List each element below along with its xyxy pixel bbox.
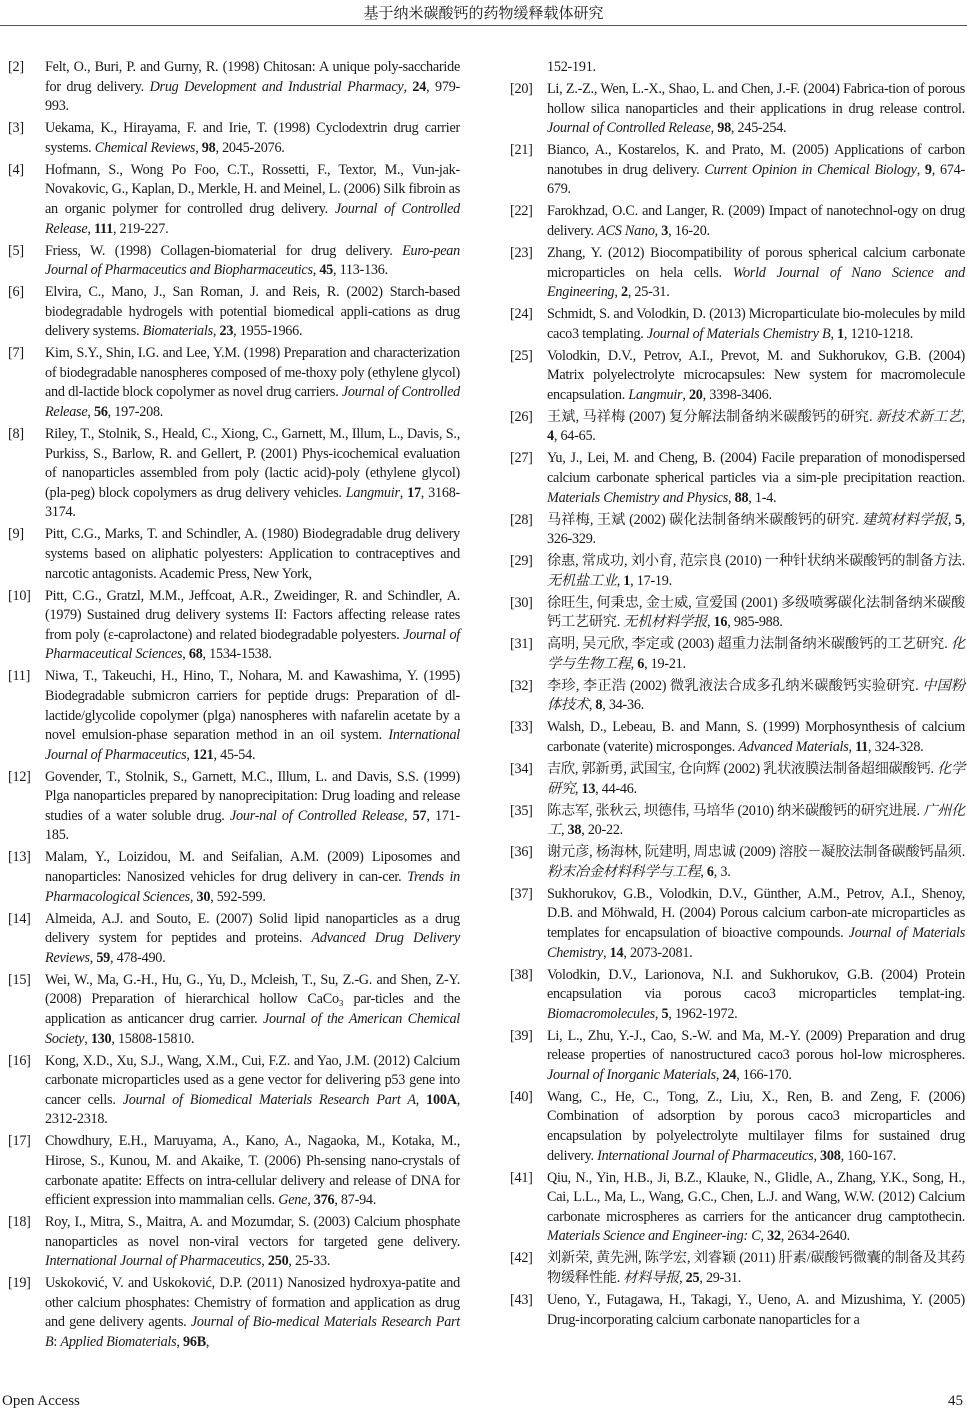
reference-volume: 96B bbox=[183, 1334, 206, 1351]
reference-journal: Trends in Pharmacological Sciences bbox=[45, 869, 460, 905]
reference-number: [18] bbox=[8, 1214, 31, 1231]
reference-volume: 88 bbox=[734, 489, 749, 506]
reference-volume: 9 bbox=[924, 161, 932, 178]
reference-journal: Journal of Biomedical Materials Research Part A bbox=[122, 1091, 416, 1108]
reference-text: , bbox=[312, 262, 320, 279]
reference-text: , bbox=[212, 323, 220, 340]
reference-journal: Journal of Materials Chemistry B bbox=[646, 325, 831, 342]
reference-text: , bbox=[706, 614, 714, 631]
reference-volume: 98 bbox=[201, 139, 216, 156]
reference-number: [22] bbox=[510, 203, 533, 220]
reference-journal: 化学研究 bbox=[547, 761, 965, 797]
reference-text: , bbox=[195, 139, 202, 156]
reference-text: , bbox=[700, 863, 707, 880]
reference-journal: 无机盐工业 bbox=[547, 572, 617, 589]
reference-number: [30] bbox=[510, 594, 533, 611]
reference-text: , 34-36. bbox=[602, 697, 645, 714]
reference-volume: 2 bbox=[620, 284, 628, 301]
reference-journal: Journal of Materials Chemistry bbox=[547, 924, 966, 961]
reference-text: , bbox=[182, 646, 189, 663]
reference-text: , bbox=[654, 1005, 662, 1022]
reference-number: [24] bbox=[510, 306, 533, 323]
reference-text: , bbox=[89, 949, 97, 966]
reference-number: [16] bbox=[8, 1052, 31, 1069]
reference-number: [17] bbox=[8, 1133, 31, 1150]
reference-text: , bbox=[87, 220, 94, 237]
reference-text: 马祥梅, 王斌 (2002) 碳化法制备纳米碳酸钙的研究. bbox=[547, 511, 863, 528]
reference-number: [20] bbox=[510, 80, 533, 97]
reference-text: , 64-65. bbox=[553, 428, 596, 445]
reference-journal: Journal of Pharmaceutical Sciences bbox=[45, 626, 461, 663]
reference-item bbox=[510, 760, 965, 799]
reference-text: 徐惠, 常成功, 刘小育, 范宗良 (2010) 一种针状纳米碳酸钙的制备方法. bbox=[547, 553, 965, 570]
reference-text: , 29-31. bbox=[699, 1270, 742, 1287]
reference-number: [38] bbox=[510, 966, 533, 983]
reference-text: , bbox=[588, 697, 596, 714]
reference-number: [2] bbox=[8, 59, 24, 75]
reference-text: , 171-185. bbox=[45, 807, 460, 844]
reference-number: [43] bbox=[510, 1292, 533, 1308]
reference-text: , bbox=[715, 1066, 723, 1083]
reference-number: [19] bbox=[8, 1275, 31, 1292]
reference-item bbox=[8, 425, 460, 523]
reference-journal: 广州化工 bbox=[547, 802, 965, 839]
reference-text: Volodkin, D.V., Larionova, N.I. and Sukhorukov, G.B. (2004) Protein encapsulation via porous caco3 microparticles templat-ing. bbox=[547, 966, 965, 1003]
reference-item bbox=[510, 347, 965, 406]
reference-text: , bbox=[399, 484, 408, 501]
reference-text: 谢元彦, 杨海林, 阮建明, 周忠诚 (2009) 溶胶－凝胶法制备碳酸钙晶须. bbox=[547, 844, 965, 861]
reference-text: , bbox=[189, 888, 197, 905]
reference-text: 刘新荣, 黄先洲, 陈学宏, 刘睿颖 (2011) 肝素/碳酸钙微囊的制备及其药物缓释性能. bbox=[547, 1250, 965, 1287]
reference-item bbox=[8, 1213, 460, 1272]
reference-volume: 111 bbox=[93, 220, 113, 237]
reference-volume: 32 bbox=[767, 1228, 781, 1245]
reference-text: 陈志军, 张秋云, 坝德伟, 马培华 (2010) 纳米碳酸钙的研究进展. bbox=[547, 802, 924, 819]
reference-item bbox=[8, 910, 460, 969]
reference-volume: 68 bbox=[188, 646, 203, 663]
reference-text: , 478-490. bbox=[110, 949, 166, 966]
reference-text: , 592-599. bbox=[210, 888, 266, 905]
reference-volume: 57 bbox=[412, 807, 427, 824]
reference-text: Li, L., Zhu, Y.-J., Cao, S.-W. and Ma, M.-Y. (2009) Preparation and drug release properties of nanostructured caco3 porous hol-low microspheres. bbox=[547, 1027, 965, 1064]
reference-volume: 38 bbox=[567, 822, 582, 839]
reference-number: [36] bbox=[510, 844, 533, 861]
reference-volume: 11 bbox=[855, 739, 869, 756]
reference-text: , 25-31. bbox=[627, 284, 670, 301]
reference-text: Roy, I., Mitra, S., Maitra, A. and Mozumdar, S. (2003) Calcium phosphate nanoparticles as novel non-viral vectors for targeted gene delivery. bbox=[45, 1214, 460, 1250]
reference-volume: 17 bbox=[407, 484, 421, 501]
reference-continuation: 152-191. bbox=[547, 59, 596, 75]
reference-text: : bbox=[53, 1334, 61, 1351]
reference-text: Felt, O., Buri, P. and Gurny, R. (1998) Chitosan: A unique poly-saccharide for drug delivery. bbox=[45, 59, 460, 95]
reference-text: Kim, S.Y., Shin, I.G. and Lee, Y.M. (1998) Preparation and characterization of biodegradable nanospheres composed of me-thoxy poly (ethylene glycol) and dl-lactide block copolymer as novel drug carriers. bbox=[45, 345, 460, 401]
reference-journal: Current Opinion in Chemical Biology bbox=[704, 161, 917, 178]
reference-volume: 20 bbox=[688, 386, 703, 403]
reference-text: Farokhzad, O.C. and Langer, R. (2009) Impact of nanotechnol-ogy on drug delivery. bbox=[547, 203, 965, 239]
reference-text: , 45-54. bbox=[213, 746, 256, 763]
reference-number: [23] bbox=[510, 244, 533, 261]
reference-item bbox=[510, 594, 965, 633]
reference-journal: Jour-nal of Controlled Release bbox=[229, 807, 404, 824]
reference-text: , bbox=[654, 222, 662, 239]
reference-item bbox=[510, 843, 965, 882]
reference-text: , 113-136. bbox=[333, 262, 388, 279]
reference-item bbox=[8, 848, 460, 907]
reference-volume: 1 bbox=[623, 572, 631, 589]
reference-text: Pitt, C.G., Gratzl, M.M., Jeffcoat, A.R., Zweidinger, R. and Schindler, A. (1979) Sustained drug delivery systems II: Factors affecting release rates from poly (ε-caprolactone) and related biodegradable polyesters. bbox=[45, 587, 460, 643]
reference-text: , bbox=[848, 739, 856, 756]
reference-number: [13] bbox=[8, 849, 31, 866]
reference-number: [28] bbox=[510, 511, 533, 528]
reference-journal: 化学与生物工程 bbox=[547, 636, 965, 672]
reference-text: , 1955-1966. bbox=[233, 323, 303, 340]
reference-number: [26] bbox=[510, 408, 533, 425]
reference-number: [41] bbox=[510, 1169, 533, 1186]
reference-text: Niwa, T., Takeuchi, H., Hino, T., Nohara, M. and Kawashima, Y. (1995) Biodegradable submicron carriers for peptide drugs: Preparation of dl-lactide/glycolide copolymer (plga) nanospheres with nafarelin acetate by a novel emulsion-phase separation method in an oil system. bbox=[45, 668, 460, 744]
reference-journal: Journal of Controlled Release bbox=[45, 384, 460, 421]
reference-journal: Journal of Inorganic Materials bbox=[547, 1066, 716, 1083]
reference-text: , 3. bbox=[713, 863, 731, 880]
page-number: 45 bbox=[948, 1393, 963, 1409]
reference-text: , 1534-1538. bbox=[202, 646, 272, 663]
reference-journal: Journal of Bio-medical Materials Research Part B bbox=[45, 1314, 460, 1351]
reference-item bbox=[510, 802, 965, 841]
reference-text: Govender, T., Stolnik, S., Garnett, M.C., Illum, L. and Davis, S.S. (1999) Plga nanoparticles prepared by nanoprecipitation: Drug loading and release studies of a water soluble drug. bbox=[45, 768, 460, 824]
reference-text: Ueno, Y., Futagawa, H., Takagi, Y., Ueno, A. and Mizushima, Y. (2005) Drug-incorporating calcium carbonate nanoparticles for a bbox=[547, 1292, 965, 1328]
reference-journal: World Journal of Nano Science and Engineering bbox=[547, 264, 965, 301]
reference-item bbox=[8, 1052, 460, 1130]
reference-text: , 25-33. bbox=[288, 1253, 331, 1270]
reference-item bbox=[8, 587, 460, 665]
reference-text: , 985-988. bbox=[727, 614, 783, 631]
reference-text: , 44-46. bbox=[595, 780, 637, 797]
reference-item bbox=[510, 449, 965, 508]
reference-number: [37] bbox=[510, 885, 533, 902]
reference-text: Zhang, Y. (2012) Biocompatibility of porous spherical calcium carbonate microparticles on hela cells. bbox=[547, 244, 965, 281]
reference-item bbox=[510, 80, 965, 139]
reference-text: Kong, X.D., Xu, S.J., Wang, X.M., Cui, F.Z. and Yao, J.M. (2012) Calcium carbonate microparticles used as a gene vector for delivering p53 gene into cancer cells. bbox=[45, 1052, 460, 1108]
reference-text: Pitt, C.G., Marks, T. and Schindler, A. (1980) Biodegradable drug delivery systems based on aliphatic polyesters: Application to contraceptives and narcotic antagonists. Academic Press, New York, bbox=[45, 526, 460, 582]
reference-text: Elvira, C., Mano, J., San Roman, J. and Reis, R. (2002) Starch-based biodegradable hydrogels with potential biomedical appli-cations as drug delivery systems. bbox=[45, 284, 460, 340]
reference-text: Wei, W., Ma, G.-H., Hu, G., Yu, D., Mcleish, T., Su, Z.-G. and Shen, Z-Y. (2008) Preparation of hierarchical hollow CaCo₃ par-ticles and the application as anticancer drug carrier. bbox=[45, 971, 460, 1027]
reference-volume: 376 bbox=[313, 1192, 335, 1209]
reference-item bbox=[510, 1088, 965, 1166]
reference-text: , bbox=[830, 325, 838, 342]
reference-number: [32] bbox=[510, 677, 533, 694]
reference-text: , bbox=[84, 1030, 91, 1047]
reference-text: , 3398-3406. bbox=[702, 386, 772, 403]
reference-journal: Euro-pean Journal of Pharmaceutics and Biopharmaceutics bbox=[45, 242, 460, 279]
reference-volume: 13 bbox=[581, 780, 596, 797]
reference-journal: International Journal of Pharmaceutics bbox=[45, 1253, 262, 1270]
reference-text: , 3168-3174. bbox=[45, 484, 461, 521]
reference-journal: Materials Science and Engineer-ing: C bbox=[547, 1228, 761, 1245]
reference-item bbox=[8, 1274, 460, 1352]
reference-volume: 250 bbox=[267, 1253, 289, 1270]
reference-text: , bbox=[630, 655, 638, 672]
reference-journal: Chemical Reviews bbox=[94, 139, 196, 156]
reference-journal: Advanced Materials bbox=[738, 739, 849, 756]
reference-item bbox=[8, 768, 460, 846]
reference-text: , 20-22. bbox=[581, 822, 623, 839]
reference-text: , 979-993. bbox=[45, 78, 461, 115]
reference-journal: Journal of the American Chemical Society bbox=[45, 1010, 460, 1047]
reference-item bbox=[8, 242, 460, 281]
reference-journal: Journal of Controlled Release bbox=[45, 200, 460, 237]
reference-text: , bbox=[186, 746, 193, 763]
running-header: 基于纳米碳酸钙的药物缓释载体研究 bbox=[363, 6, 604, 22]
reference-journal: International Journal of Pharmaceutics bbox=[45, 727, 460, 763]
reference-volume: 5 bbox=[954, 511, 962, 528]
reference-item bbox=[8, 667, 460, 765]
reference-item bbox=[510, 1249, 965, 1288]
reference-text: , 2312-2318. bbox=[45, 1091, 460, 1128]
reference-text: Bianco, A., Kostarelos, K. and Prato, M. (2005) Applications of carbon nanotubes in drug delivery. bbox=[547, 142, 965, 178]
reference-text: 王斌, 马祥梅 (2007) 复分解法制备纳米碳酸钙的研究. bbox=[547, 408, 876, 425]
reference-number: [11] bbox=[8, 668, 31, 685]
reference-journal: ACS Nano bbox=[597, 222, 655, 239]
reference-journal: Gene bbox=[278, 1192, 308, 1209]
reference-item bbox=[8, 283, 460, 342]
reference-number: [34] bbox=[510, 761, 533, 778]
reference-number: [12] bbox=[8, 768, 31, 785]
reference-text: , bbox=[176, 1334, 183, 1351]
reference-journal: International Journal of Pharmaceutics bbox=[597, 1147, 814, 1164]
reference-item bbox=[510, 718, 965, 757]
reference-number: [35] bbox=[510, 802, 533, 819]
reference-text: , 19-21. bbox=[644, 655, 686, 672]
reference-number: [33] bbox=[510, 719, 533, 736]
reference-journal: 新技术新工艺 bbox=[875, 408, 962, 425]
reference-number: [3] bbox=[8, 120, 24, 137]
reference-text: , 17-19. bbox=[630, 572, 672, 589]
reference-volume: 45 bbox=[319, 262, 334, 279]
reference-item bbox=[510, 552, 965, 591]
reference-journal: Biomaterials bbox=[142, 323, 213, 340]
reference-journal: Applied Biomaterials bbox=[60, 1334, 177, 1351]
reference-text: , 166-170. bbox=[736, 1066, 792, 1083]
reference-item bbox=[510, 966, 965, 1025]
reference-text: , bbox=[307, 1192, 314, 1209]
reference-journal: Biomacromolecules bbox=[547, 1005, 655, 1022]
reference-number: [40] bbox=[510, 1088, 533, 1105]
reference-item bbox=[510, 202, 965, 241]
reference-item bbox=[510, 677, 965, 716]
reference-text: , 1962-1972. bbox=[668, 1005, 738, 1022]
reference-number: [4] bbox=[8, 161, 24, 178]
right-column-references bbox=[510, 58, 965, 1333]
reference-item bbox=[510, 244, 965, 303]
reference-journal: 中国粉体技术 bbox=[547, 677, 965, 714]
reference-text: Sukhorukov, G.B., Volodkin, D.V., Günther, A.M., Petrov, A.I., Shenoy, D.B. and Möhwald, H. (2004) Porous calcium carbon-ate microparticles as templates for encapsulation of bioactive compounds. bbox=[547, 885, 965, 941]
reference-text: , 16-20. bbox=[668, 222, 710, 239]
reference-number: [9] bbox=[8, 526, 24, 543]
reference-text: , bbox=[961, 408, 965, 425]
reference-volume: 23 bbox=[219, 323, 234, 340]
reference-number: [8] bbox=[8, 426, 24, 443]
reference-text: , bbox=[947, 511, 955, 528]
reference-text: Volodkin, D.V., Petrov, A.I., Prevot, M. and Sukhorukov, G.B. (2004) Matrix polyelectrolyte microcapsules: New system for macromolecule encapsulation. bbox=[547, 347, 965, 403]
reference-volume: 3 bbox=[661, 222, 669, 239]
reference-item bbox=[8, 971, 460, 1049]
reference-text: Uekama, K., Hirayama, F. and Irie, T. (1998) Cyclodextrin drug carrier systems. bbox=[45, 120, 460, 156]
left-column-references bbox=[8, 58, 460, 1355]
reference-text: Friess, W. (1998) Collagen-biomaterial for drug delivery. bbox=[45, 242, 403, 259]
reference-text: , 2073-2081. bbox=[623, 944, 693, 961]
reference-volume: 100A bbox=[426, 1091, 457, 1108]
reference-text: , bbox=[616, 572, 624, 589]
reference-journal: 建筑材料学报 bbox=[862, 511, 948, 528]
header-divider bbox=[0, 25, 967, 26]
reference-item bbox=[510, 1291, 965, 1330]
reference-number: [15] bbox=[8, 971, 31, 988]
reference-item bbox=[510, 511, 965, 550]
reference-item bbox=[8, 525, 460, 584]
reference-text: , 87-94. bbox=[334, 1192, 377, 1209]
reference-text: , bbox=[560, 822, 568, 839]
reference-item bbox=[8, 344, 460, 422]
reference-text: , 1-4. bbox=[748, 489, 777, 506]
reference-text: , 245-254. bbox=[730, 120, 787, 137]
reference-text: , bbox=[728, 489, 735, 506]
reference-number: [29] bbox=[510, 553, 533, 570]
reference-item bbox=[510, 1027, 965, 1086]
reference-text: , 160-167. bbox=[840, 1147, 897, 1164]
reference-number: [10] bbox=[8, 587, 31, 604]
reference-number: [25] bbox=[510, 347, 533, 364]
reference-text: Schmidt, S. and Volodkin, D. (2013) Microparticulate bio-molecules by mild caco3 templating. bbox=[547, 306, 965, 342]
reference-text: Li, Z.-Z., Wen, L.-X., Shao, L. and Chen, J.-F. (2004) Fabrica-tion of porous hollow silica nanoparticles and their applications in drug release control. bbox=[547, 80, 965, 117]
reference-volume: 308 bbox=[820, 1147, 841, 1164]
reference-text: , bbox=[205, 1334, 210, 1351]
reference-text: Qiu, N., Yin, H.B., Ji, B.Z., Klauke, N., Glidle, A., Zhang, Y.K., Song, H., Cai, L.L., Ma, L., Wang, G.C., Chen, L.J. and Wang, W.W. (2012) Calcium carbonate microspheres as carriers for the anticancer drug camptothecin. bbox=[547, 1169, 965, 1225]
reference-volume: 98 bbox=[717, 120, 731, 137]
reference-text: , bbox=[813, 1147, 821, 1164]
reference-text: , bbox=[574, 780, 582, 797]
reference-number: [6] bbox=[8, 284, 24, 301]
reference-text: , bbox=[403, 78, 413, 95]
reference-text: , bbox=[710, 120, 718, 137]
reference-item bbox=[510, 885, 965, 963]
reference-text: Wang, C., He, C., Tong, Z., Liu, X., Ren, B. and Zeng, F. (2006) Combination of adsorption by porous caco3 microparticles and encapsulation by polyelectrolyte multilayer films for sustained drug delivery. bbox=[547, 1088, 965, 1164]
reference-journal: 粉末冶金材料科学与工程 bbox=[547, 863, 701, 880]
reference-text: Yu, J., Lei, M. and Cheng, B. (2004) Facile preparation of monodispersed calcium carbonate spherical particles via a sim-ple precipitation reaction. bbox=[547, 450, 965, 486]
reference-text: , bbox=[403, 807, 413, 824]
reference-text: 徐旺生, 何秉忠, 金士威, 宣爱国 (2001) 多级喷雾碳化法制备纳米碳酸钙工艺研究. bbox=[547, 594, 965, 631]
reference-text: Walsh, D., Lebeau, B. and Mann, S. (1999) Morphosynthesis of calcium carbonate (vaterite) microsponges. bbox=[547, 719, 965, 756]
reference-volume: 30 bbox=[196, 888, 211, 905]
reference-number: [21] bbox=[510, 142, 533, 159]
reference-volume: 1 bbox=[837, 325, 844, 342]
reference-text: , 15808-15810. bbox=[111, 1030, 195, 1047]
reference-text: , bbox=[916, 161, 925, 178]
reference-text: 高明, 吴元欣, 李定或 (2003) 超重力法制备纳米碳酸钙的工艺研究. bbox=[547, 636, 952, 653]
reference-number: [7] bbox=[8, 345, 24, 362]
reference-journal: Langmuir bbox=[345, 484, 400, 501]
reference-journal: Drug Development and Industrial Pharmacy bbox=[149, 78, 404, 95]
reference-text: Hofmann, S., Wong Po Foo, C.T., Rossetti, F., Textor, M., Vun-jak-Novakovic, G., Kaplan, D., Merkle, H. and Meinel, L. (2006) Silk fibroin as an organic polymer for controlled drug delivery. bbox=[45, 161, 460, 217]
reference-volume: 6 bbox=[637, 655, 645, 672]
reference-text: , 1210-1218. bbox=[843, 325, 913, 342]
reference-text: , 2634-2640. bbox=[780, 1228, 850, 1245]
reference-volume: 130 bbox=[90, 1030, 112, 1047]
reference-volume: 5 bbox=[661, 1005, 669, 1022]
reference-text: , bbox=[760, 1228, 768, 1245]
reference-journal: 材料导报 bbox=[623, 1270, 680, 1287]
reference-item bbox=[510, 305, 965, 344]
reference-item bbox=[510, 1169, 965, 1247]
reference-journal: Materials Chemistry and Physics bbox=[547, 489, 729, 506]
reference-journal: 无机材料学报 bbox=[623, 614, 707, 631]
reference-volume: 59 bbox=[96, 949, 111, 966]
reference-number: [42] bbox=[510, 1250, 533, 1267]
reference-volume: 121 bbox=[192, 746, 214, 763]
reference-item bbox=[510, 408, 965, 447]
reference-text: , bbox=[679, 1270, 686, 1287]
reference-text: Riley, T., Stolnik, S., Heald, C., Xiong, C., Garnett, M., Illum, L., Davis, S., Purkiss, S., Barlow, R. and Gellert, P. (2001) Phys-icochemical evaluation of nanoparticles assembled from poly (lactic acid)-poly (ethylene glycol)(pla-peg) block copolymers as drug delivery vehicles. bbox=[45, 426, 460, 501]
reference-text: , 2045-2076. bbox=[215, 139, 285, 156]
reference-number: [31] bbox=[510, 636, 533, 653]
reference-text: , bbox=[682, 386, 689, 403]
reference-journal: Journal of Controlled Release bbox=[547, 120, 711, 137]
reference-text: Chowdhury, E.H., Maruyama, A., Kano, A., Nagaoka, M., Kotaka, M., Hirose, S., Kunou, M. and Akaike, T. (2006) Ph-sensing nano-crystals of carbonate apatite: Effects on intra-cellular delivery and release of DNA for efficient expression into mammalian cells. bbox=[45, 1133, 460, 1209]
reference-text: , 219-227. bbox=[112, 220, 169, 237]
reference-volume: 56 bbox=[93, 404, 108, 421]
reference-text: , bbox=[87, 404, 94, 421]
reference-text: , bbox=[261, 1253, 268, 1270]
reference-volume: 14 bbox=[609, 944, 624, 961]
reference-text: 李珍, 李正浩 (2002) 微乳液法合成多孔纳米碳酸钙实验研究. bbox=[547, 677, 923, 694]
reference-volume: 6 bbox=[706, 863, 714, 880]
reference-text: , 197-208. bbox=[107, 404, 164, 421]
reference-volume: 24 bbox=[412, 78, 427, 95]
reference-text: , bbox=[415, 1091, 427, 1108]
reference-number: [14] bbox=[8, 910, 31, 927]
reference-text: , bbox=[614, 284, 621, 301]
reference-text: , 326-329. bbox=[547, 511, 965, 548]
reference-item bbox=[8, 161, 460, 239]
reference-item bbox=[8, 119, 460, 158]
footer-open-access: Open Access bbox=[2, 1393, 80, 1409]
reference-volume: 8 bbox=[595, 697, 603, 714]
reference-text: Malam, Y., Loizidou, M. and Seifalian, A.M. (2009) Liposomes and nanoparticles: Nanosized vehicles for drug delivery in can-cer. bbox=[45, 849, 460, 886]
reference-text: , 324-328. bbox=[868, 739, 924, 756]
reference-text: 吉欣, 郭新勇, 武国宝, 仓向辉 (2002) 乳状液膜法制备超细碳酸钙. bbox=[547, 761, 938, 778]
reference-volume: 24 bbox=[722, 1066, 737, 1083]
reference-journal: Advanced Drug Delivery Reviews bbox=[45, 930, 460, 966]
reference-text: , bbox=[603, 944, 610, 961]
reference-number: [39] bbox=[510, 1027, 533, 1044]
reference-number: [27] bbox=[510, 450, 533, 467]
reference-item bbox=[8, 58, 460, 117]
reference-volume: 16 bbox=[713, 614, 728, 631]
reference-item bbox=[510, 635, 965, 674]
reference-volume: 4 bbox=[547, 428, 554, 445]
reference-item bbox=[510, 141, 965, 200]
reference-text: , 674-679. bbox=[547, 161, 965, 198]
reference-volume: 25 bbox=[685, 1270, 700, 1287]
reference-text: Uskoković, V. and Uskoković, D.P. (2011) Nanosized hydroxya-patite and other calcium phosphates: Chemistry of formation and application as drug and gene delivery agents. bbox=[45, 1275, 460, 1331]
reference-text: Almeida, A.J. and Souto, E. (2007) Solid lipid nanoparticles as a drug delivery system for peptides and proteins. bbox=[45, 910, 460, 947]
reference-number: [5] bbox=[8, 242, 24, 259]
reference-journal: Langmuir bbox=[628, 386, 683, 403]
reference-item bbox=[8, 1132, 460, 1210]
